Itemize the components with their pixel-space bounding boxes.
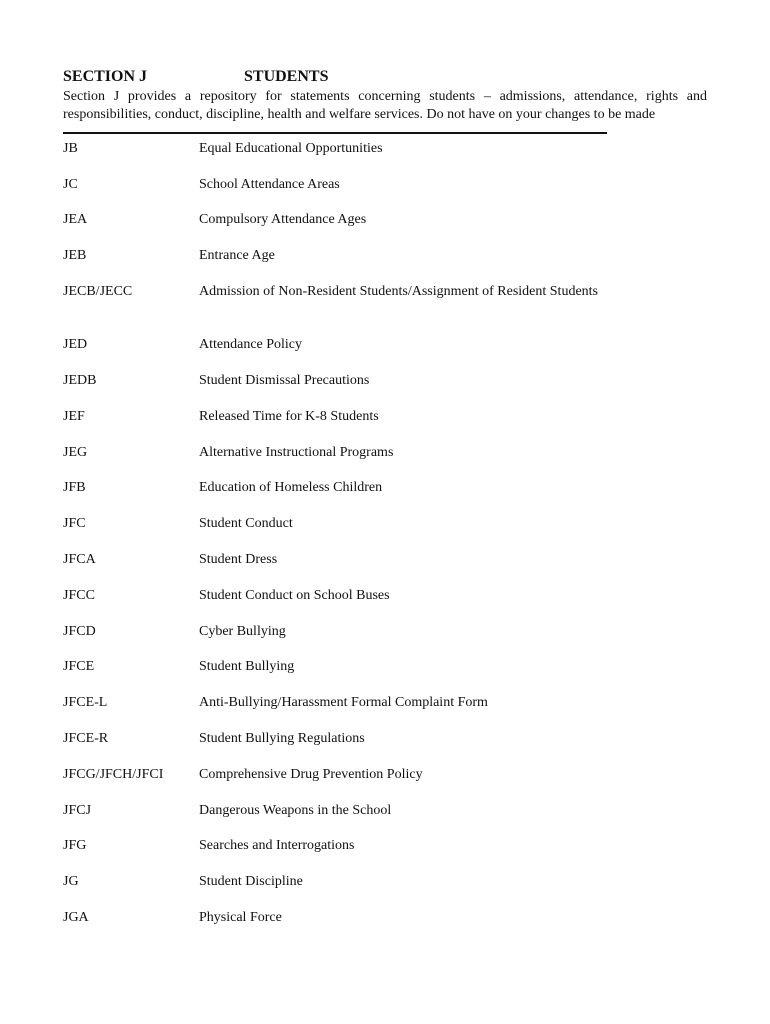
policy-code: JEG xyxy=(63,445,88,460)
policy-code: JFCE xyxy=(63,659,95,674)
policy-code: JFC xyxy=(63,516,86,531)
policy-code: JFCC xyxy=(63,588,95,603)
policy-title: Compulsory Attendance Ages xyxy=(199,212,367,227)
policy-title: Student Discipline xyxy=(199,874,303,889)
policy-code: JFCG/JFCH/JFCI xyxy=(63,767,164,782)
policy-code: JGA xyxy=(63,910,89,925)
policy-title: Cyber Bullying xyxy=(199,624,286,639)
policy-code: JEDB xyxy=(63,373,97,388)
policy-code: JFB xyxy=(63,480,86,495)
policy-title: Education of Homeless Children xyxy=(199,480,383,495)
policy-title: Alternative Instructional Programs xyxy=(199,445,394,460)
policy-title: Released Time for K-8 Students xyxy=(199,409,379,424)
policy-title: Admission of Non-Resident Students/Assignment of Resident Students xyxy=(199,284,598,299)
policy-code: JFCD xyxy=(63,624,96,639)
policy-code: JC xyxy=(63,177,78,192)
policy-title: Dangerous Weapons in the School xyxy=(199,803,392,818)
policy-code: JECB/JECC xyxy=(63,284,133,299)
policy-title: School Attendance Areas xyxy=(199,177,340,192)
policy-title: Entrance Age xyxy=(199,248,275,263)
policy-title: Attendance Policy xyxy=(199,337,303,352)
header-divider xyxy=(63,132,607,134)
policy-code: JFCA xyxy=(63,552,96,567)
policy-code: JEB xyxy=(63,248,87,263)
policy-code: JED xyxy=(63,337,88,352)
policy-title: Equal Educational Opportunities xyxy=(199,141,383,156)
policy-code: JFCE-L xyxy=(63,695,108,710)
policy-title: Student Conduct xyxy=(199,516,293,531)
policy-title: Student Bullying Regulations xyxy=(199,731,365,746)
policy-title: Anti-Bullying/Harassment Formal Complaint Form xyxy=(199,695,488,710)
policy-title: Student Bullying xyxy=(199,659,295,674)
section-heading xyxy=(63,66,703,88)
policy-code: JG xyxy=(63,874,79,889)
policy-title: Searches and Interrogations xyxy=(199,838,355,853)
policy-code: JB xyxy=(63,141,78,156)
policy-code: JFG xyxy=(63,838,87,853)
section-label: SECTION J xyxy=(63,68,148,85)
policy-title: Comprehensive Drug Prevention Policy xyxy=(199,767,423,782)
policy-code: JEA xyxy=(63,212,88,227)
policy-code: JEF xyxy=(63,409,85,424)
policy-title: Student Conduct on School Buses xyxy=(199,588,390,603)
section-title: STUDENTS xyxy=(244,68,329,85)
policy-code: JFCJ xyxy=(63,803,92,818)
section-description: Section J provides a repository for statements concerning students – admissions, attendance, rights and responsibilities, conduct, discipline, health and welfare services. Do not have on your changes to be made xyxy=(63,89,707,122)
policy-title: Student Dress xyxy=(199,552,278,567)
policy-title: Physical Force xyxy=(199,910,282,925)
policy-title: Student Dismissal Precautions xyxy=(199,373,370,388)
policy-code: JFCE-R xyxy=(63,731,109,746)
